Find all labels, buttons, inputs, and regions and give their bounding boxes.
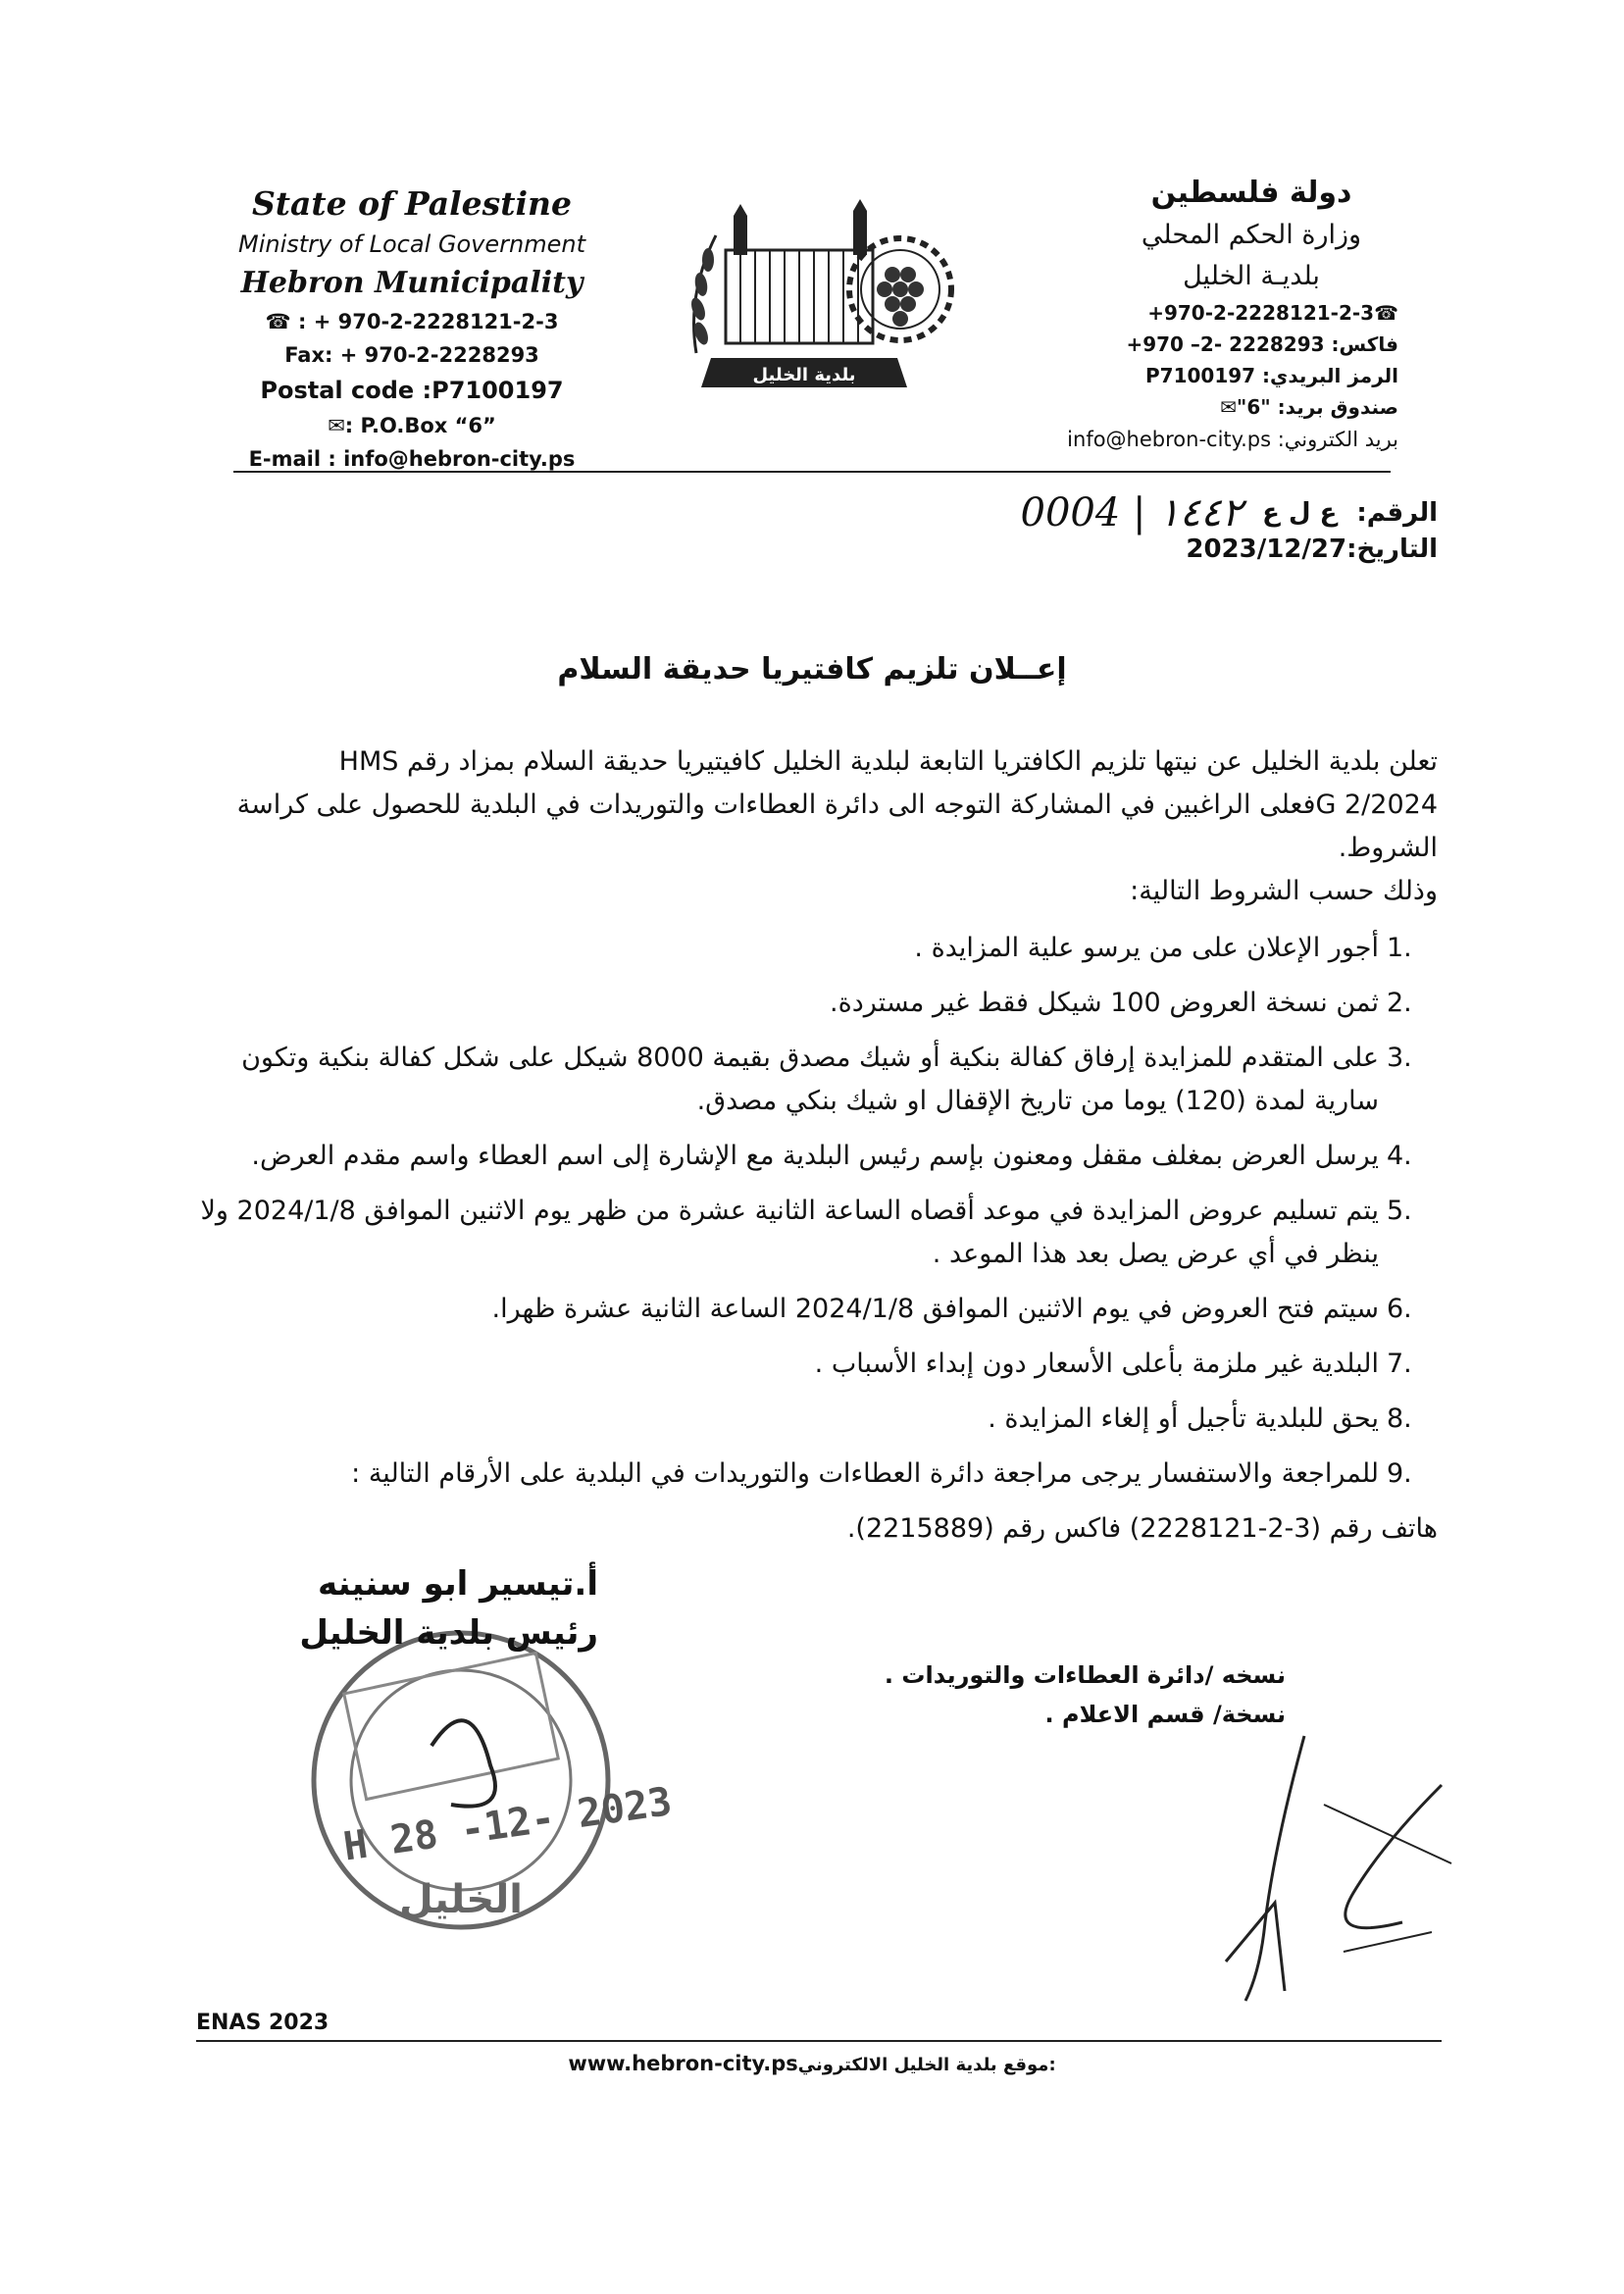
postal-code-en: Postal code :P7100197 — [260, 377, 564, 404]
typist-initials: ENAS 2023 — [196, 2011, 330, 2035]
announcement-title: إعــلان تلزيم كافتيريا حديقة السلام — [557, 652, 1067, 687]
phone-en: ☎ : + 970-2-2228121-2-3 — [265, 310, 559, 333]
intro-line-3: الشروط. — [1338, 833, 1438, 863]
condition-item: 4. يرسل العرض بمغلف مقفل ومعنون بإسم رئيس البلدية مع الإشارة إلى اسم العطاء واسم مقدم العرض. — [251, 1141, 1412, 1171]
signatory-title: رئيس بلدية الخليل — [299, 1613, 598, 1653]
condition-item: 6. سيتم فتح العروض في يوم الاثنين الموافق 2024/1/8 الساعة الثانية عشرة ظهرا. — [491, 1294, 1412, 1324]
pobox-ar: صندوق بريد: "6"✉ — [1220, 395, 1398, 419]
header-divider — [233, 471, 1391, 473]
footer — [0, 2052, 1624, 2075]
footer-label: :موقع بلدية الخليل الالكتروني — [797, 2055, 1056, 2075]
copy-item: نسخه /دائرة العطاءات والتوريدات . — [884, 1661, 1286, 1689]
postal-code-ar: الرمز البريدي: P7100197 — [1145, 364, 1398, 387]
copies-list — [885, 1656, 1286, 1734]
handwritten-signature — [1206, 1726, 1461, 2011]
pobox-en: ✉: P.O.Box “6” — [328, 414, 496, 437]
ref-label: الرقم: — [1356, 498, 1438, 528]
email-en: E-mail : info@hebron-city.ps — [248, 447, 576, 471]
official-stamp — [284, 1618, 675, 1942]
conditions-heading: وذلك حسب الشروط التالية: — [1130, 876, 1438, 906]
phone-fax-line: هاتف رقم (3-2-2228121) فاكس رقم (2215889). — [846, 1513, 1438, 1544]
condition-item: 2. ثمن نسخة العروض 100 شيكل فقط غير مستردة. — [830, 988, 1412, 1018]
state-name-en: State of Palestine — [251, 184, 573, 223]
reference-number — [1021, 490, 1439, 535]
letterhead-arabic — [1006, 172, 1398, 456]
copy-item: نسخة/ قسم الاعلام . — [1044, 1701, 1286, 1728]
municipality-logo — [657, 196, 961, 402]
footer-url: www.hebron-city.ps — [568, 2052, 798, 2075]
condition-item: 3. على المتقدم للمزايدة إرفاق كفالة بنكية أو شيك مصدق بقيمة 8000 شيكل على شكل كفالة بنكية وتكون سارية لمدة (120) يوما من تاريخ الإقفال او شيك بنكي مصدق. — [241, 1043, 1412, 1116]
ref-value-ar: ع ل ع — [1262, 498, 1338, 528]
date-label: التاريخ: — [1346, 535, 1438, 564]
phone-ar: +970-2-2228121-2-3☎ — [1147, 301, 1398, 325]
ref-handwritten: 0004 | ١٤٤٢ — [1020, 490, 1243, 535]
condition-item: 5. يتم تسليم عروض المزايدة في موعد أقصاه الساعة الثانية عشرة من ظهر يوم الاثنين الموافق 2024/1/8 ولا ينظر في أي عرض يصل بعد هذا الموعد . — [200, 1196, 1412, 1269]
signatory-name: أ.تيسير ابو سنينه — [318, 1564, 598, 1604]
condition-item: 8. يحق للبلدية تأجيل أو إلغاء المزايدة . — [988, 1403, 1412, 1434]
municipality-name-ar: بلديـة الخليل — [1183, 261, 1320, 291]
date-value: 2023/12/27 — [1186, 535, 1347, 564]
fax-ar: فاكس: 2228293 -2– 970+ — [1126, 332, 1398, 356]
fax-en: Fax: + 970-2-2228293 — [284, 343, 539, 367]
conditions-list — [178, 927, 1438, 1496]
document-date — [1186, 535, 1438, 564]
ministry-name-ar: وزارة الحكم المحلي — [1141, 220, 1362, 250]
stamp-city: الخليل — [399, 1877, 523, 1922]
municipality-name-en: Hebron Municipality — [240, 266, 584, 300]
condition-item: 9. للمراجعة والاستفسار يرجى مراجعة دائرة العطاءات والتوريدات في البلدية على الأرقام التالية : — [351, 1458, 1412, 1489]
ministry-name-en: Ministry of Local Government — [238, 230, 585, 258]
intro-line-2: G 2/2024فعلى الراغبين في المشاركة التوجه الى دائرة العطاءات والتوريدات في البلدية للحصول على كراسة — [236, 790, 1438, 820]
condition-item: 7. البلدية غير ملزمة بأعلى الأسعار دون إبداء الأسباب . — [814, 1349, 1412, 1379]
intro-line-1: تعلن بلدية الخليل عن نيتها تلزيم الكافتريا التابعة لبلدية الخليل كافيتيريا حديقة السلام بمزاد رقم HMS — [338, 746, 1438, 777]
footer-divider — [196, 2040, 1442, 2042]
condition-item: 1. أجور الإعلان على من يرسو علية المزايدة . — [914, 933, 1412, 963]
letterhead-english — [196, 181, 628, 476]
email-ar: بريد الكتروني: info@hebron-city.ps — [1067, 428, 1398, 451]
announcement-body — [178, 740, 1438, 1551]
state-name-ar: دولة فلسطين — [1150, 176, 1352, 210]
logo-caption: بلدية الخليل — [752, 365, 856, 385]
stamp-date: H 28 -12- 2023 — [340, 1779, 675, 1870]
